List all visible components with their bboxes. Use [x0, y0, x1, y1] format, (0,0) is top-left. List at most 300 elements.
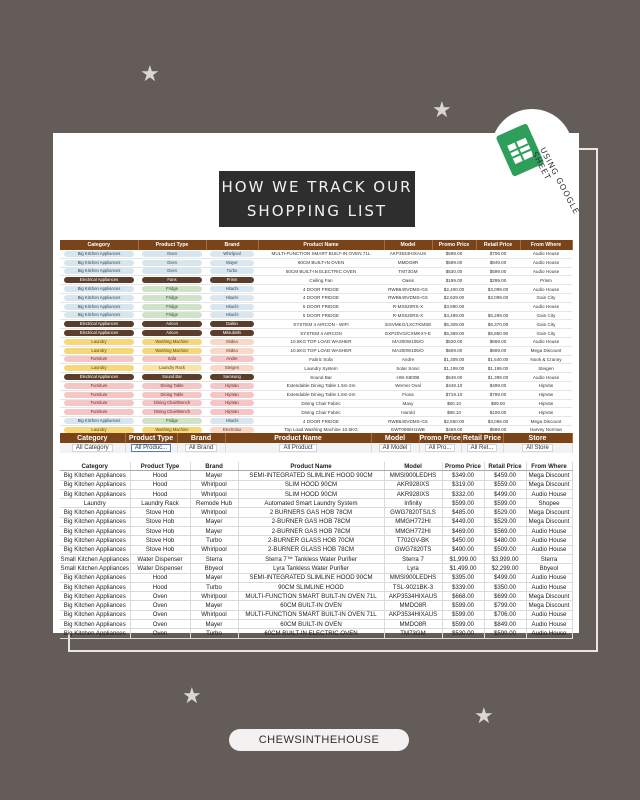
filter-dropdown[interactable]: All Model	[379, 444, 412, 452]
filter-cell[interactable]	[461, 443, 503, 453]
table-cell[interactable]	[60, 408, 138, 417]
table-cell: Mega Discount	[526, 517, 572, 526]
table-cell: $490.00	[442, 545, 484, 554]
table-cell: Extendable Dining Table 1.5m-2m	[258, 381, 384, 390]
table-cell: Sterra	[526, 554, 572, 563]
table-cell: Gain City	[520, 293, 572, 302]
table-cell: Audio House	[520, 267, 572, 276]
dropdown-chip[interactable]: Mayer	[210, 260, 254, 266]
table-cell: Audio House	[526, 536, 572, 545]
table-cell: $5,359.00	[432, 329, 476, 338]
table-cell: $449.10	[432, 381, 476, 390]
table-cell: $706.00	[484, 610, 526, 619]
table-cell[interactable]	[60, 320, 138, 329]
dropdown-chip[interactable]: Furniture	[64, 409, 134, 415]
table-cell[interactable]	[206, 364, 258, 373]
table-cell: Gain City	[520, 311, 572, 320]
table-cell: $3,066.00	[476, 417, 520, 426]
table-cell[interactable]	[60, 276, 138, 285]
table-cell: Sound Bar	[258, 373, 384, 382]
table-row	[60, 564, 572, 573]
dropdown-chip[interactable]: Big Kitchen Appliances	[64, 418, 134, 424]
dropdown-chip[interactable]: Fridge	[142, 304, 202, 310]
table-cell: AKR928IXS	[384, 489, 442, 498]
table-cell[interactable]	[206, 267, 258, 276]
table-cell: 10.5KG TOP LOAD WASHER	[258, 337, 384, 346]
table-cell: SEMI-INTEGRATED SLIMLINE HOOD 90CM	[238, 573, 384, 582]
filter-bar	[60, 433, 573, 453]
filter-cell[interactable]	[503, 443, 572, 453]
table-cell[interactable]	[138, 302, 206, 311]
table-cell: Whirlpool	[190, 489, 238, 498]
table-cell: Dining Chair Fabric	[258, 399, 384, 408]
table-cell: $1,199.00	[476, 364, 520, 373]
table-cell: 60CM BUILT-IN OVEN	[258, 258, 384, 267]
dropdown-chip[interactable]: Electrical Appliances	[64, 321, 134, 327]
filter-cell[interactable]	[371, 443, 419, 453]
dropdown-chip[interactable]: Washing Machine	[142, 427, 202, 433]
table-cell[interactable]	[138, 373, 206, 382]
table-cell[interactable]	[60, 302, 138, 311]
table-row	[60, 629, 572, 638]
table-cell: $395.00	[442, 573, 484, 582]
table-cell: Hood	[130, 471, 190, 480]
table-cell[interactable]	[206, 355, 258, 364]
table-cell: Shopee	[526, 499, 572, 508]
table-cell: 2-BURNER GLASS HOB 70CM	[238, 536, 384, 545]
table-cell[interactable]	[60, 285, 138, 294]
table-cell[interactable]	[138, 250, 206, 258]
table-cell: Dining Chair Fabric	[258, 408, 384, 417]
table-cell: $485.00	[442, 508, 484, 517]
table-cell: $799.00	[484, 601, 526, 610]
table-cell: $499.00	[484, 573, 526, 582]
column-header: Promo Price	[432, 240, 476, 250]
table-cell[interactable]	[206, 293, 258, 302]
dropdown-chip[interactable]: Sofa	[142, 356, 202, 362]
table-cell[interactable]	[138, 267, 206, 276]
table-row	[60, 489, 572, 498]
table-cell: 4 DOOR FRIDGE	[258, 293, 384, 302]
table-cell[interactable]	[138, 346, 206, 355]
dropdown-chip[interactable]: Midea	[210, 339, 254, 345]
table-cell: 2-BURNER GAS HOB 78CM	[238, 527, 384, 536]
table-cell[interactable]	[60, 417, 138, 426]
dropdown-chip[interactable]: Electrolux	[210, 427, 254, 433]
table-cell: 90CM SLIMLINE HOOD	[238, 582, 384, 591]
table-row	[60, 258, 572, 267]
filtered-column-header: Brand	[190, 462, 238, 471]
table-row	[60, 545, 572, 554]
table-cell: Fabric Sofa	[258, 355, 384, 364]
table-cell[interactable]	[206, 320, 258, 329]
table-cell: $1,309.00	[432, 355, 476, 364]
table-cell[interactable]	[138, 337, 206, 346]
dropdown-chip[interactable]: Big Kitchen Appliances	[64, 286, 134, 292]
column-header: From Where	[520, 240, 572, 250]
dropdown-chip[interactable]: Oven	[142, 260, 202, 266]
filter-header: Product Name	[225, 433, 371, 443]
table-cell[interactable]	[206, 337, 258, 346]
table-cell: Big Kitchen Appliances	[60, 545, 130, 554]
dropdown-chip[interactable]: HipVan	[210, 400, 254, 406]
column-header: Model	[384, 240, 432, 250]
table-cell: $1,399.00	[476, 373, 520, 382]
table-cell: Sterra 7	[384, 554, 442, 563]
table-cell[interactable]	[206, 276, 258, 285]
table-cell[interactable]	[60, 364, 138, 373]
table-cell: Laundry Rack	[130, 499, 190, 508]
dropdown-chip[interactable]: Turbo	[210, 268, 254, 274]
dropdown-chip[interactable]: Fridge	[142, 312, 202, 318]
table-cell[interactable]	[60, 399, 138, 408]
table-cell: $6,370.00	[476, 320, 520, 329]
table-cell: RWB640VDMS-GS	[384, 417, 432, 426]
table-cell[interactable]	[60, 293, 138, 302]
table-cell: Oven	[130, 629, 190, 638]
dropdown-chip[interactable]: Furniture	[64, 400, 134, 406]
dropdown-chip[interactable]: Sound Bar	[142, 374, 202, 380]
table-cell[interactable]	[138, 408, 206, 417]
table-cell[interactable]	[60, 258, 138, 267]
table-cell[interactable]	[206, 408, 258, 417]
table-cell: Mega Discount	[526, 601, 572, 610]
title-box	[219, 171, 415, 227]
table-row	[60, 582, 572, 591]
table-cell: HipVan	[520, 408, 572, 417]
table-cell: $1,199.00	[432, 364, 476, 373]
table-cell: HW-S800B	[384, 373, 432, 382]
dropdown-chip[interactable]: Fridge	[142, 418, 202, 424]
table-row	[60, 408, 572, 417]
filter-cell[interactable]	[225, 443, 371, 453]
table-cell: Stove Hob	[130, 527, 190, 536]
dropdown-chip[interactable]: Laundry	[64, 339, 134, 345]
table-cell[interactable]	[138, 329, 206, 338]
table-cell: $599.00	[476, 267, 520, 276]
table-cell: $5,309.00	[432, 320, 476, 329]
table-row	[60, 601, 572, 610]
table-row	[60, 364, 572, 373]
dropdown-chip[interactable]: Oven	[142, 268, 202, 274]
table-cell[interactable]	[138, 258, 206, 267]
footer-handle[interactable]: CHEWSINTHEHOUSE	[229, 729, 409, 751]
table-row	[60, 311, 572, 320]
table-cell: Big Kitchen Appliances	[60, 573, 130, 582]
table-cell: $559.00	[484, 480, 526, 489]
column-header: Retail Price	[476, 240, 520, 250]
table-cell[interactable]	[138, 311, 206, 320]
table-cell: Big Kitchen Appliances	[60, 620, 130, 629]
table-cell[interactable]	[138, 285, 206, 294]
dropdown-chip[interactable]: Furniture	[64, 356, 134, 362]
table-cell[interactable]	[138, 320, 206, 329]
dropdown-chip[interactable]: Washing Machine	[142, 348, 202, 354]
table-cell: MMGH772HI	[384, 527, 442, 536]
table-row	[60, 527, 572, 536]
table-cell: $450.00	[442, 536, 484, 545]
table-cell: $699.00	[484, 592, 526, 601]
table-cell[interactable]	[138, 390, 206, 399]
dropdown-chip[interactable]: Fridge	[142, 295, 202, 301]
filter-cell[interactable]	[419, 443, 461, 453]
table-cell: EWT0988H1WB	[384, 425, 432, 434]
table-cell: 5 DOOR FRIDGE	[258, 302, 384, 311]
table-row	[60, 417, 572, 426]
table-cell[interactable]	[138, 364, 206, 373]
dropdown-chip[interactable]: Hitachi	[210, 286, 254, 292]
table-cell[interactable]	[138, 417, 206, 426]
dropdown-chip[interactable]: Steigen	[210, 365, 254, 371]
table-row	[60, 536, 572, 545]
table-cell: MMSI900LEDHS	[384, 471, 442, 480]
dropdown-chip[interactable]: Laundry Rack	[142, 365, 202, 371]
table-cell[interactable]	[206, 417, 258, 426]
dropdown-chip[interactable]: Washing Machine	[142, 339, 202, 345]
column-header: Product Type	[138, 240, 206, 250]
dropdown-chip[interactable]: Midea	[210, 348, 254, 354]
table-cell: Audio House	[520, 258, 572, 267]
table-cell: 4 DOOR FRIDGE	[258, 417, 384, 426]
filter-header: Product Type	[125, 433, 177, 443]
dropdown-chip[interactable]: Furniture	[64, 392, 134, 398]
filter-dropdown[interactable]: All Pro...	[425, 444, 456, 452]
filter-header: Brand	[177, 433, 225, 443]
table-row	[60, 346, 572, 355]
table-cell: MMGH772HI	[384, 517, 442, 526]
table-cell: HipVan	[520, 399, 572, 408]
table-row	[60, 480, 572, 489]
table-cell: EXP20VG/CXMKXY-E	[385, 330, 431, 336]
table-row	[60, 329, 572, 338]
table-row	[60, 320, 572, 329]
dropdown-chip[interactable]: Big Kitchen Appliances	[64, 312, 134, 318]
table-cell[interactable]	[60, 311, 138, 320]
filtered-column-header: From Where	[526, 462, 572, 471]
dropdown-chip[interactable]: Big Kitchen Appliances	[64, 295, 134, 301]
dropdown-chip[interactable]: Hitachi	[210, 295, 254, 301]
star-icon: ★	[474, 704, 494, 729]
table-cell[interactable]	[60, 373, 138, 382]
table-cell: Big Kitchen Appliances	[60, 527, 130, 536]
dropdown-chip[interactable]: Andre	[210, 356, 254, 362]
table-cell[interactable]	[206, 311, 258, 320]
table-cell: Ceiling Fan	[258, 276, 384, 285]
dropdown-chip[interactable]: Whirlpool	[210, 251, 254, 257]
table-row	[60, 573, 572, 582]
filter-dropdown[interactable]: All Brand	[185, 444, 217, 452]
dropdown-chip[interactable]: HipVan	[210, 392, 254, 398]
dropdown-chip[interactable]: Fridge	[142, 286, 202, 292]
filter-cell[interactable]	[60, 443, 125, 453]
table-cell: Audio House	[526, 527, 572, 536]
dropdown-chip[interactable]: Big Kitchen Appliances	[64, 260, 134, 266]
dropdown-chip[interactable]: Mitsubishi	[210, 330, 254, 336]
table-cell: $480.00	[484, 536, 526, 545]
table-cell: Audio House	[520, 302, 572, 311]
table-cell: Whirlpool	[190, 508, 238, 517]
table-cell: Mayer	[190, 573, 238, 582]
table-cell[interactable]	[60, 329, 138, 338]
dropdown-chip[interactable]: Electrical Appliances	[64, 277, 134, 283]
table-cell: Audio House	[526, 582, 572, 591]
dropdown-chip[interactable]: HipVan	[210, 409, 254, 415]
filter-header: Promo Price	[419, 434, 461, 442]
table-cell: Mega Discount	[526, 480, 572, 489]
table-cell[interactable]	[60, 390, 138, 399]
table-cell: Audio House	[520, 337, 572, 346]
table-cell: Top Load Washing Machine 10.5KG	[258, 425, 384, 434]
tracker-table	[60, 240, 573, 435]
dropdown-chip[interactable]: Laundry	[64, 427, 134, 433]
table-cell: 60CM BUILT-IN OVEN	[238, 620, 384, 629]
table-row	[60, 471, 572, 480]
table-cell[interactable]	[206, 329, 258, 338]
table-cell[interactable]	[138, 355, 206, 364]
table-cell: Stove Hob	[130, 517, 190, 526]
table-cell: $849.00	[476, 258, 520, 267]
dropdown-chip[interactable]: Furniture	[64, 383, 134, 389]
filter-header: Store	[503, 433, 572, 443]
table-cell[interactable]	[206, 285, 258, 294]
dropdown-chip[interactable]: Dining Chair/Bench	[142, 409, 202, 415]
dropdown-chip[interactable]: Laundry	[64, 348, 134, 354]
filtered-column-header: Retail Price	[484, 462, 526, 471]
dropdown-chip[interactable]: Big Kitchen Appliances	[64, 251, 134, 257]
table-cell: MA200W105/O	[384, 337, 432, 346]
table-cell: $5,299.00	[476, 311, 520, 320]
table-cell: Audio House	[520, 373, 572, 382]
dropdown-chip[interactable]: Fans	[142, 277, 202, 283]
table-cell: Big Kitchen Appliances	[60, 471, 130, 480]
table-cell: $530.00	[442, 629, 484, 638]
table-cell: SLIM HOOD 90CM	[238, 489, 384, 498]
dropdown-chip[interactable]: Daikin	[210, 321, 254, 327]
table-cell[interactable]	[206, 302, 258, 311]
spreadsheet-card	[53, 133, 579, 637]
dropdown-chip[interactable]: Big Kitchen Appliances	[64, 268, 134, 274]
table-cell[interactable]	[60, 381, 138, 390]
table-cell[interactable]	[60, 267, 138, 276]
dropdown-chip[interactable]: Aircon	[142, 321, 202, 327]
table-cell: $109.00	[476, 408, 520, 417]
column-header: Product Name	[258, 240, 384, 250]
table-row	[60, 302, 572, 311]
table-cell: Big Kitchen Appliances	[60, 629, 130, 638]
table-cell: Fiona	[384, 390, 432, 399]
table-cell: Harold	[384, 408, 432, 417]
table-cell[interactable]	[206, 381, 258, 390]
table-cell[interactable]	[206, 373, 258, 382]
table-cell[interactable]	[206, 250, 258, 258]
table-cell: Mayer	[190, 620, 238, 629]
table-cell: $2,550.00	[432, 417, 476, 426]
table-cell[interactable]	[138, 276, 206, 285]
filter-dropdown[interactable]: All Store	[522, 444, 553, 452]
dropdown-chip[interactable]: Prism	[210, 277, 254, 283]
table-cell: TM73GM	[384, 629, 442, 638]
table-cell[interactable]	[206, 390, 258, 399]
table-cell: $3,099.00	[476, 293, 520, 302]
table-cell[interactable]	[60, 250, 138, 258]
dropdown-chip[interactable]: Oven	[142, 251, 202, 257]
table-cell: SEMI-INTEGRATED SLIMLINE HOOD 90CM	[238, 471, 384, 480]
table-cell: Big Kitchen Appliances	[60, 610, 130, 619]
table-cell[interactable]	[138, 293, 206, 302]
dropdown-chip[interactable]: Electrical Appliances	[64, 330, 134, 336]
table-cell[interactable]	[206, 258, 258, 267]
dropdown-chip[interactable]: Big Kitchen Appliances	[64, 304, 134, 310]
table-cell: $199.00	[432, 276, 476, 285]
table-cell: MMDO8R	[384, 258, 432, 267]
filter-dropdown[interactable]: All Produc...	[131, 444, 171, 452]
dropdown-chip[interactable]: Electrical Appliances	[64, 374, 134, 380]
dropdown-chip[interactable]: Laundry	[64, 365, 134, 371]
dropdown-chip[interactable]: Dining Table	[142, 383, 202, 389]
table-cell: $569.00	[484, 527, 526, 536]
table-cell: Water Dispenser	[130, 564, 190, 573]
table-cell: Big Kitchen Appliances	[60, 536, 130, 545]
filter-dropdown[interactable]: All Ret...	[467, 444, 498, 452]
table-cell[interactable]	[206, 399, 258, 408]
dropdown-chip[interactable]: Aircon	[142, 330, 202, 336]
table-cell[interactable]	[138, 399, 206, 408]
filter-cell[interactable]	[177, 443, 225, 453]
table-cell: $3,990.00	[432, 302, 476, 311]
table-cell: Audio House	[526, 610, 572, 619]
table-cell: $459.00	[484, 471, 526, 480]
dropdown-chip[interactable]: Dining Table	[142, 392, 202, 398]
table-cell: Oven	[130, 620, 190, 629]
table-cell: Hood	[130, 573, 190, 582]
table-cell[interactable]	[60, 346, 138, 355]
table-cell: AKP3534HIXAUS	[384, 250, 432, 258]
table-row	[60, 337, 572, 346]
table-cell: $2,400.00	[432, 285, 476, 294]
filter-dropdown[interactable]: All Product	[279, 444, 316, 452]
table-cell[interactable]	[60, 355, 138, 364]
dropdown-chip[interactable]: HipVan	[210, 383, 254, 389]
table-cell: Stove Hob	[130, 508, 190, 517]
table-cell: Prism	[520, 276, 572, 285]
table-cell[interactable]	[138, 381, 206, 390]
table-cell: $350.00	[484, 582, 526, 591]
dropdown-chip[interactable]: Dining Chair/Bench	[142, 400, 202, 406]
filter-dropdown[interactable]: All Category	[72, 444, 113, 452]
table-cell[interactable]	[206, 346, 258, 355]
table-cell: TSL-9021BK-3	[384, 582, 442, 591]
table-cell: $1,999.00	[442, 554, 484, 563]
filter-cell[interactable]	[125, 443, 177, 453]
table-cell: Big Kitchen Appliances	[60, 582, 130, 591]
dropdown-chip[interactable]: Hitachi	[210, 418, 254, 424]
table-cell: Whirlpool	[190, 610, 238, 619]
table-cell[interactable]	[60, 337, 138, 346]
table-cell: $706.00	[476, 250, 520, 258]
table-cell: $349.00	[442, 471, 484, 480]
dropdown-chip[interactable]: Hitachi	[210, 304, 254, 310]
filter-header: Model	[371, 433, 419, 443]
table-cell: Turbo	[190, 629, 238, 638]
table-row	[60, 610, 572, 619]
table-cell: $3,099.00	[476, 285, 520, 294]
table-cell: Turbo	[190, 582, 238, 591]
dropdown-chip[interactable]: Samsung	[210, 374, 254, 380]
table-cell: TM73GM	[384, 267, 432, 276]
dropdown-chip[interactable]: Hitachi	[210, 312, 254, 318]
column-header: Brand	[206, 240, 258, 250]
table-cell: Remode Hub	[190, 499, 238, 508]
